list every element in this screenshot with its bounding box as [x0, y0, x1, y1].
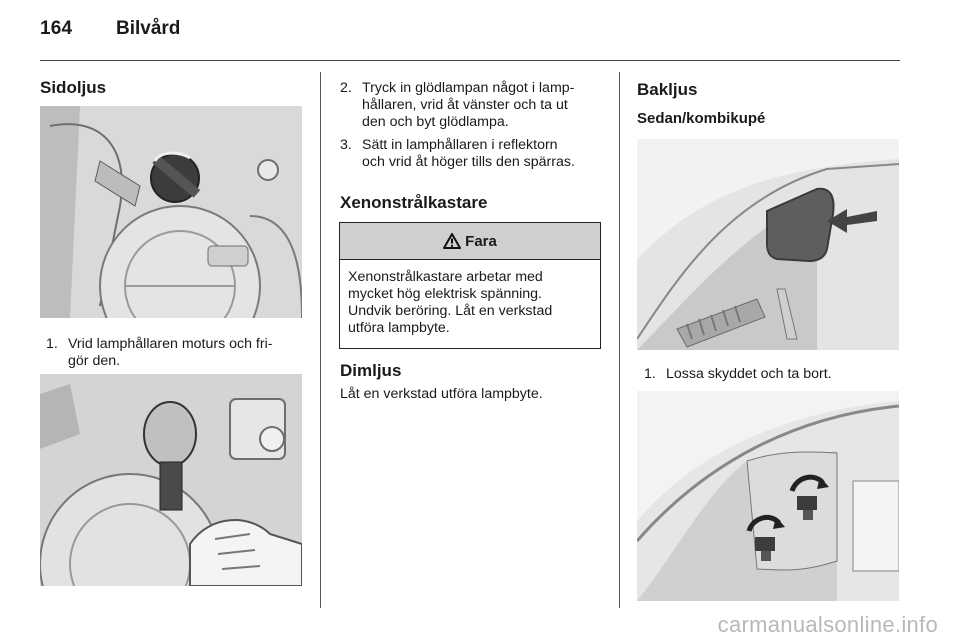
figure-tail-light-cover [637, 139, 899, 350]
step-2-bulb [340, 80, 605, 131]
step-text: Sätt in lamphållaren i reflektorn och vrid åt höger tills den spärras. [362, 137, 575, 170]
subheading-sedan-kombikupe: Sedan/kombikupé [637, 110, 766, 127]
header-rule [40, 60, 900, 61]
warning-header [340, 223, 600, 260]
tail-light-sockets-illustration [637, 391, 899, 601]
section-title: Bilvård [116, 18, 181, 39]
side-light-socket-illustration [40, 106, 302, 318]
warning-title: Fara [465, 232, 497, 250]
heading-xenon: Xenonstrålkastare [340, 193, 488, 212]
step-number: 3. [340, 137, 352, 153]
step-1-tail-light [644, 366, 900, 383]
watermark: carmanualsonline.info [717, 612, 938, 637]
figure-side-light-socket [40, 106, 302, 318]
warning-triangle-icon [443, 233, 461, 249]
figure-tail-light-sockets [637, 391, 899, 601]
step-1-side-light [46, 336, 304, 370]
page-number: 164 [40, 18, 73, 39]
warning-text: Xenonstrålkastare arbetar med mycket hög elektrisk spänning. Undvik beröring. Låt en verkstad utföra lampbyte. [348, 269, 553, 336]
step-number: 1. [644, 366, 656, 382]
step-number: 1. [46, 336, 58, 352]
side-light-bulb-illustration [40, 374, 302, 586]
figure-side-light-bulb [40, 374, 302, 586]
tail-light-cover-illustration [637, 139, 899, 350]
step-text: Vrid lamphållaren moturs och fri- gör den. [68, 336, 273, 369]
column-divider-1 [320, 72, 321, 608]
warning-box [339, 222, 601, 349]
heading-sidoljus: Sidoljus [40, 78, 107, 97]
fog-light-text: Låt en verkstad utföra lampbyte. [340, 386, 543, 402]
step-number: 2. [340, 80, 352, 96]
step-3-reflector [340, 137, 605, 171]
heading-bakljus: Bakljus [637, 80, 698, 99]
heading-dimljus: Dimljus [340, 361, 402, 380]
step-text: Tryck in glödlampan något i lamp- hållaren, vrid åt vänster och ta ut den och byt glödlampa. [362, 80, 575, 130]
step-text: Lossa skyddet och ta bort. [666, 366, 832, 382]
column-divider-2 [619, 72, 620, 608]
